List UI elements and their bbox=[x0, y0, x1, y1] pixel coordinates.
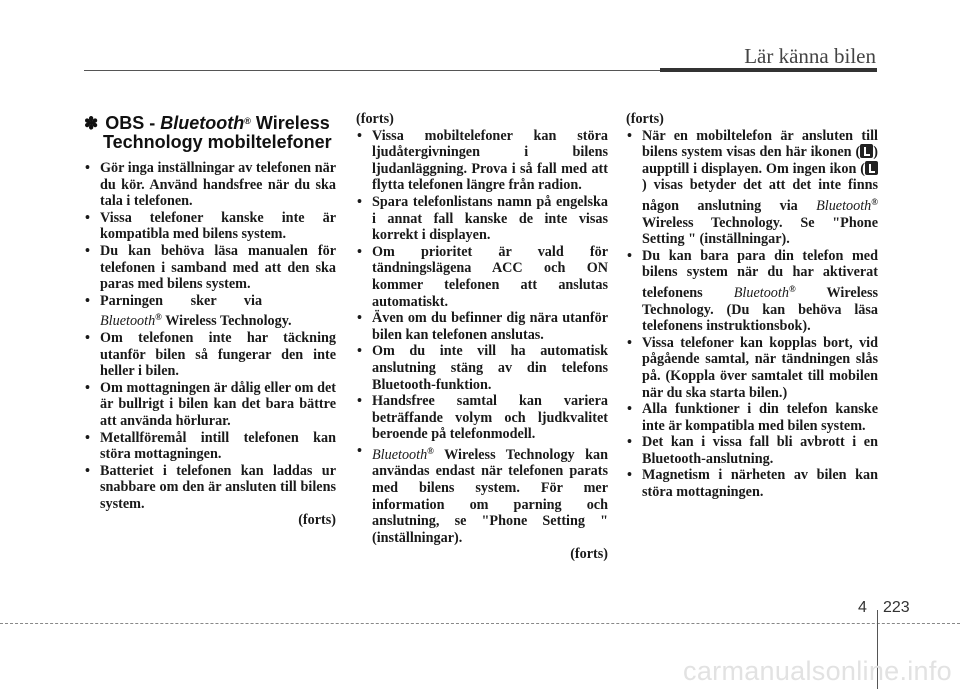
list-item-text: Vissa telefoner kan kopplas bort, vid pågående samtal, när tändningen slås på. (Koppla över samtalet till mobilen när du ska starta bilen.) bbox=[642, 334, 878, 401]
bullet-icon: • bbox=[627, 467, 632, 484]
list-item-text: Wireless Technology. bbox=[161, 313, 292, 330]
bullet-icon: • bbox=[357, 310, 362, 327]
list-item bbox=[84, 243, 336, 293]
list-item bbox=[84, 380, 336, 430]
list-item-text: Metallföremål intill telefonen kan störa mottagningen. bbox=[100, 429, 336, 463]
list-item bbox=[626, 248, 878, 335]
list-item-text: Om mottagningen är dålig eller om det är bullrigt i bilen kan det bara bättre att använda hörlurar. bbox=[100, 379, 336, 429]
bullet-icon: • bbox=[627, 434, 632, 451]
bullet-icon: • bbox=[85, 209, 90, 226]
phone-connected-icon bbox=[865, 161, 878, 175]
list-item bbox=[626, 467, 878, 500]
list-item bbox=[84, 210, 336, 243]
brand-name: Bluetooth bbox=[816, 197, 872, 214]
list-item bbox=[626, 401, 878, 434]
list-item bbox=[626, 335, 878, 401]
list-item-text: Om telefonen inte har täckning utanför bilen så fungerar den inte heller i bilen. bbox=[100, 329, 336, 380]
registered-mark: ® bbox=[427, 445, 434, 456]
list-item-text: Handsfree samtal kan variera beträffande volym och ljudkvalitet beroende på telefonmodell. bbox=[372, 393, 608, 443]
list-item-text: Om prioritet är vald för tändningslägena ACC och ON kommer telefonen att anslutas automatiskt. bbox=[372, 243, 608, 310]
list-item-text: Även om du befinner dig nära utanför bilen kan telefonen anslutas. bbox=[372, 310, 608, 343]
chapter-title: Lär känna bilen bbox=[744, 44, 876, 68]
footer-divider bbox=[0, 623, 960, 624]
bullet-icon: • bbox=[85, 329, 90, 346]
bullet-icon: • bbox=[85, 429, 90, 446]
continued-label: (forts) bbox=[356, 111, 394, 127]
list-item-text: ) visas betyder det att det inte finns någon anslutning via bbox=[642, 177, 878, 214]
list-item-text: Spara telefonlistans namn på engelska i annat fall kanske de inte visas korrekt i displayen. bbox=[372, 193, 608, 244]
list-item-text: ) aupptill i displayen. Om ingen ikon ( bbox=[642, 144, 878, 177]
continued-label: (forts) bbox=[298, 512, 336, 529]
list-item-text: Du kan bara para din telefon med bilens system när du har aktiverat telefonens bbox=[642, 247, 878, 301]
star-icon: ✽ bbox=[84, 114, 99, 133]
column-1 bbox=[84, 112, 336, 529]
list-item-text: Magnetism i närheten av bilen kan störa mottagningen. bbox=[642, 467, 878, 501]
bullet-icon: • bbox=[85, 292, 90, 309]
list-item-text: Vissa mobiltelefoner kan störa ljudåtergivningen i bilens ljudanläggning. Prova i så fall med att flytta telefonen längre från radion. bbox=[372, 127, 608, 194]
registered-mark: ® bbox=[788, 283, 796, 294]
section-title-suffix: Wireless bbox=[250, 113, 330, 133]
bullet-icon: • bbox=[357, 243, 362, 260]
list-item-text: Det kan i vissa fall bli avbrott i en Bluetooth-anslutning. bbox=[642, 434, 878, 467]
continued-label: (forts) bbox=[570, 546, 608, 563]
bullet-icon: • bbox=[357, 343, 362, 360]
bullet-icon: • bbox=[85, 379, 90, 396]
list-item bbox=[356, 128, 608, 194]
bullet-icon: • bbox=[85, 462, 90, 479]
brand-name: Bluetooth bbox=[100, 313, 156, 330]
bullet-icon: • bbox=[627, 334, 632, 351]
list-item-text: När en mobiltelefon är ansluten till bilens system visas den här ikonen ( bbox=[642, 127, 878, 161]
list-item-text: Alla funktioner i din telefon kanske inte är kompatibla med bilen system. bbox=[642, 401, 878, 434]
list-item bbox=[84, 463, 336, 513]
list-item bbox=[356, 310, 608, 343]
brand-name: Bluetooth bbox=[372, 446, 428, 463]
section-title-prefix: OBS - bbox=[105, 113, 161, 133]
list-item bbox=[626, 128, 878, 248]
list-item bbox=[84, 430, 336, 463]
continued-label: (forts) bbox=[626, 111, 664, 127]
list-item-text: Parningen sker via bbox=[100, 292, 263, 309]
list-item-text: Wireless Technology. Se "Phone Setting " (inställningar). bbox=[642, 214, 878, 248]
list-item-text: Wireless Technology. (Du kan behöva läsa telefonens instruktionsbok). bbox=[642, 284, 878, 335]
list-item-text: Du kan behöva läsa manualen för telefonen i samband med att den ska paras med bilens system. bbox=[100, 242, 336, 293]
list-item bbox=[84, 293, 336, 330]
section-title bbox=[84, 112, 336, 152]
bullet-icon: • bbox=[627, 127, 632, 144]
bullet-icon: • bbox=[357, 127, 362, 144]
list-item bbox=[356, 443, 608, 547]
brand-name: Bluetooth bbox=[733, 284, 789, 301]
list-item bbox=[84, 330, 336, 380]
list-item-text: Gör inga inställningar av telefonen när du kör. Använd handsfree när du ska tala i telefonen. bbox=[100, 160, 336, 210]
registered-mark: ® bbox=[155, 312, 162, 323]
bullet-icon: • bbox=[85, 242, 90, 259]
list-item-text: Vissa telefoner kanske inte är kompatibla med bilens system. bbox=[100, 209, 336, 243]
watermark: carmanualsonline.info bbox=[683, 656, 952, 686]
list-item bbox=[356, 343, 608, 393]
registered-mark: ® bbox=[244, 116, 251, 126]
column-3 bbox=[626, 111, 878, 501]
bullet-icon: • bbox=[85, 160, 90, 176]
bullet-icon: • bbox=[357, 442, 362, 459]
phone-connected-icon bbox=[860, 144, 873, 158]
bullet-icon: • bbox=[627, 401, 632, 418]
list-item bbox=[356, 194, 608, 244]
bullet-icon: • bbox=[357, 393, 362, 410]
list-item-text: Batteriet i telefonen kan laddas ur snabbare om den är ansluten till bilens system. bbox=[100, 462, 336, 512]
bullet-icon: • bbox=[627, 247, 632, 264]
registered-mark: ® bbox=[871, 196, 878, 207]
bullet-icon: • bbox=[357, 193, 362, 210]
list-item-text: Wireless Technology kan användas endast när telefonen parats med bilens system. För mer information om parning och anslutning, se "Phone Setting " (inställningar). bbox=[372, 446, 608, 546]
section-title-brand: Bluetooth bbox=[160, 113, 245, 133]
list-item bbox=[84, 160, 336, 210]
list-item bbox=[356, 393, 608, 443]
column-2 bbox=[356, 111, 608, 563]
list-item-text: Om du inte vill ha automatisk anslutning stäng av din telefons Bluetooth-funktion. bbox=[372, 343, 608, 393]
list-item bbox=[356, 244, 608, 310]
chapter-number: 4 bbox=[858, 599, 867, 616]
section-title-line2: Technology mobiltelefoner bbox=[103, 132, 332, 152]
header-accent-bar bbox=[660, 68, 877, 72]
page-number: 223 bbox=[883, 599, 910, 616]
list-item bbox=[626, 434, 878, 467]
